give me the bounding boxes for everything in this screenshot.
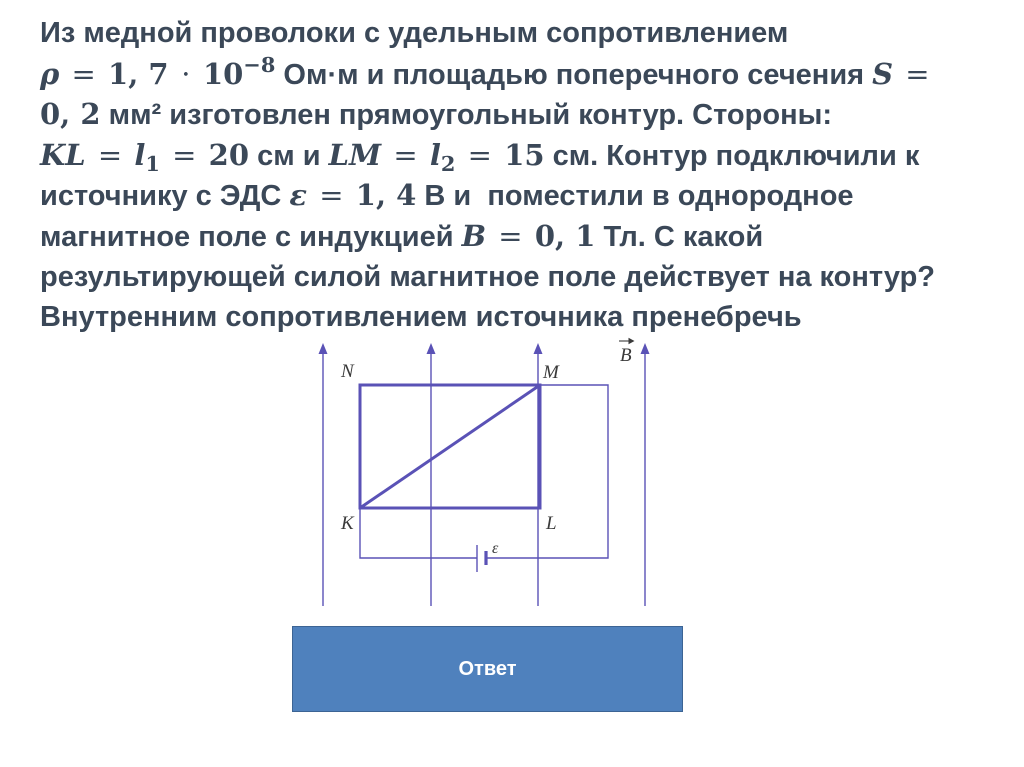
math-variable: B bbox=[461, 218, 487, 253]
math-subscript: 1 bbox=[145, 151, 160, 177]
answer-button-label: Ответ bbox=[458, 657, 517, 680]
contour-diagonal-km bbox=[360, 385, 540, 508]
field-line-arrowhead bbox=[427, 343, 436, 354]
math-operator: = bbox=[384, 137, 427, 172]
wire-k-to-battery bbox=[360, 508, 477, 558]
vector-arrow-icon bbox=[619, 338, 635, 344]
math-operator: = bbox=[489, 218, 532, 253]
math-operator: ⋅ bbox=[171, 56, 200, 91]
math-operator: = bbox=[896, 56, 930, 91]
problem-line bbox=[40, 175, 1015, 216]
problem-line bbox=[40, 13, 1015, 54]
problem-line bbox=[40, 94, 1015, 135]
math-number: 15 bbox=[504, 137, 545, 172]
math-variable: ε bbox=[289, 178, 308, 213]
vertex-label-k: K bbox=[341, 513, 354, 534]
circuit-wires bbox=[360, 385, 608, 572]
vertex-label-m: M bbox=[543, 362, 559, 383]
problem-text-run: источнику с ЭДС bbox=[40, 180, 290, 213]
math-operator: = bbox=[62, 56, 106, 91]
math-operator: = bbox=[88, 137, 132, 172]
problem-text-run: см. Контур подключили к bbox=[544, 139, 920, 172]
field-line-arrowhead bbox=[534, 343, 543, 354]
problem-text-run: В и поместили в однородное bbox=[416, 180, 854, 213]
problem-text-run: результирующей силой магнитное поле действует на контур? bbox=[40, 260, 936, 293]
math-variable: KL bbox=[40, 137, 86, 172]
math-number: 0, 2 bbox=[40, 97, 101, 132]
math-variable: LM bbox=[328, 137, 382, 172]
field-label-b: B bbox=[620, 345, 632, 366]
problem-text-run: мм² изготовлен прямоугольный контур. Стороны: bbox=[100, 99, 833, 132]
field-line-arrowhead bbox=[319, 343, 328, 354]
problem-text-run: магнитное поле с индукцией bbox=[40, 220, 462, 253]
math-subscript: 2 bbox=[440, 151, 456, 177]
problem-text-run: Тл. С какой bbox=[595, 220, 764, 253]
problem-line bbox=[40, 297, 1015, 338]
math-operator: = bbox=[458, 137, 502, 172]
math-number: 1, 4 bbox=[355, 178, 417, 213]
problem-line bbox=[40, 135, 1015, 176]
magnetic-field-lines bbox=[319, 343, 650, 606]
math-number: 0, 1 bbox=[534, 218, 596, 253]
vertex-label-l: L bbox=[546, 513, 557, 534]
field-line-arrowhead bbox=[641, 343, 650, 354]
problem-text-run: Из медной проволоки с удельным сопротивлением bbox=[40, 17, 789, 49]
math-number: 10 bbox=[202, 56, 244, 91]
math-operator: = bbox=[310, 178, 353, 213]
math-variable: ρ bbox=[40, 56, 60, 91]
contour bbox=[360, 385, 540, 508]
math-variable: S bbox=[872, 56, 894, 91]
math-superscript: −8 bbox=[243, 52, 276, 78]
math-variable: l bbox=[134, 137, 146, 172]
vertex-label-n: N bbox=[341, 361, 354, 382]
math-number: 20 bbox=[208, 137, 250, 172]
problem-text-run: Внутренним сопротивлением источника пренебречь bbox=[40, 301, 802, 334]
emf-label: ε bbox=[492, 540, 499, 557]
problem-text-run: Ом·м и площадью поперечного сечения bbox=[275, 58, 873, 91]
problem-line bbox=[40, 54, 1015, 95]
math-number: 1, 7 bbox=[108, 56, 169, 91]
answer-button[interactable] bbox=[292, 626, 683, 712]
math-operator: = bbox=[162, 137, 206, 172]
diagram-labels bbox=[340, 338, 635, 557]
problem-line bbox=[40, 257, 1015, 298]
problem-line bbox=[40, 216, 1015, 257]
problem-statement bbox=[40, 13, 1015, 338]
problem-text-run: см и bbox=[249, 139, 329, 172]
math-variable: l bbox=[429, 137, 441, 172]
